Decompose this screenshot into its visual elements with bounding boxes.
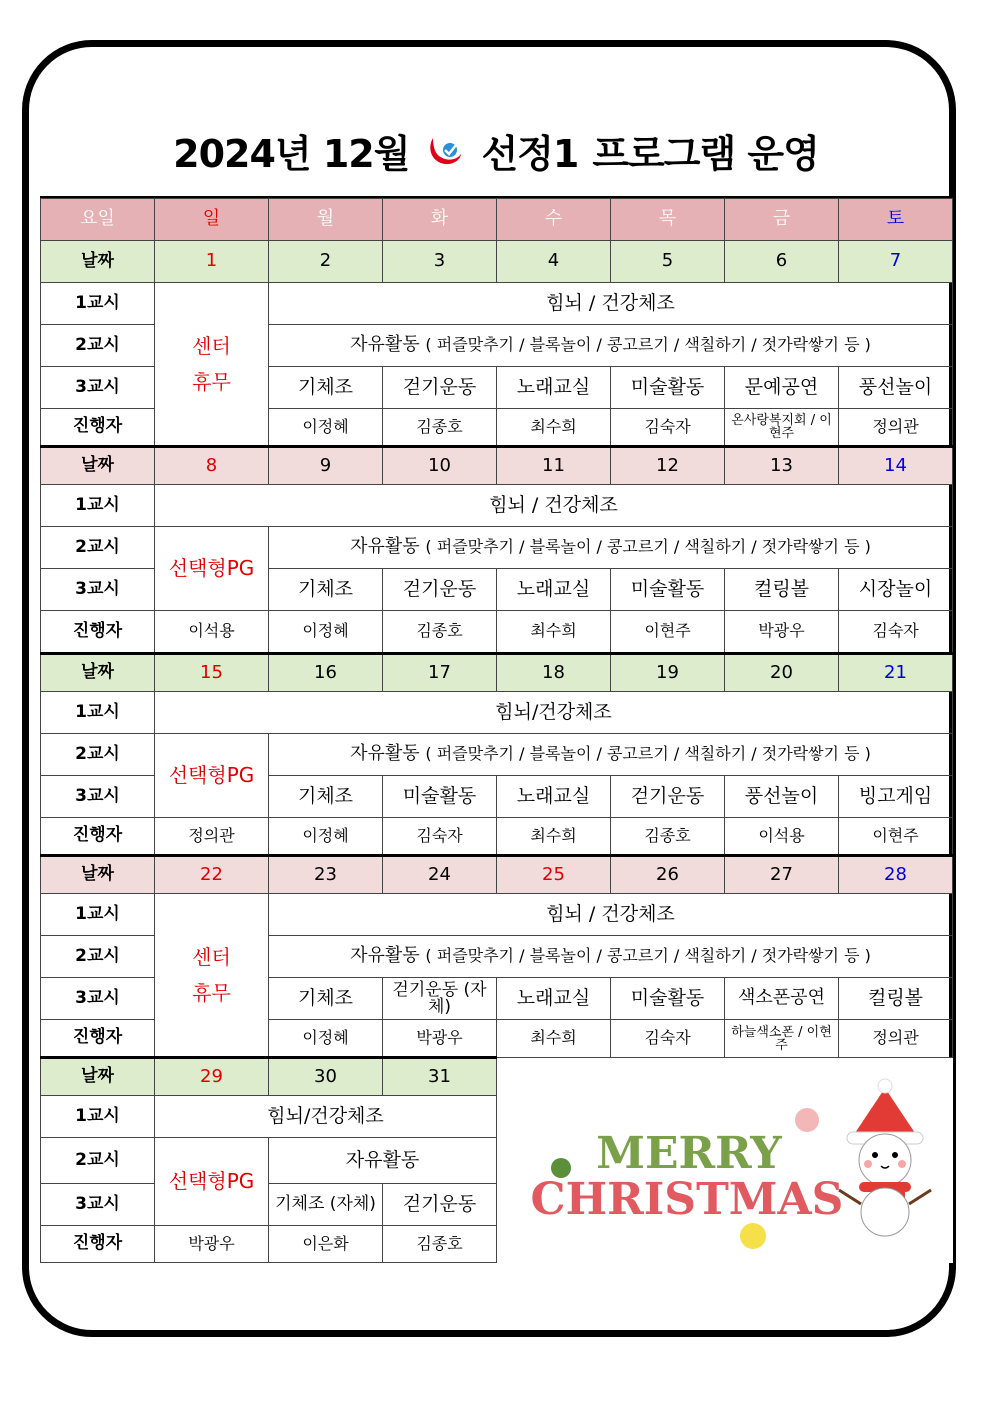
staff-label: 진행자: [41, 409, 155, 447]
period3-activity: 걷기운동: [383, 569, 497, 611]
staff-name: 이정혜: [269, 1020, 383, 1058]
period3-activity: 시장놀이: [839, 569, 953, 611]
period3-activity: 기체조: [269, 776, 383, 818]
period3-activity: 걷기운동: [383, 367, 497, 409]
weekday-wed: 수: [497, 199, 611, 241]
staff-name: 이정혜: [269, 818, 383, 856]
date-cell: 20: [725, 654, 839, 692]
date-cell: 3: [383, 241, 497, 283]
period3-activity: 풍선놀이: [839, 367, 953, 409]
date-cell: 11: [497, 447, 611, 485]
period3-activity: 기체조 (자체): [269, 1184, 383, 1226]
date-cell: 17: [383, 654, 497, 692]
date-cell: 25: [497, 856, 611, 894]
date-cell: 14: [839, 447, 953, 485]
period1-label: 1교시: [41, 485, 155, 527]
date-label: 날짜: [41, 241, 155, 283]
schedule-table: [40, 198, 953, 1263]
staff-name: 김종호: [611, 818, 725, 856]
period1-label: 1교시: [41, 692, 155, 734]
period1-activity: 힘뇌 / 건강체조: [155, 485, 953, 527]
weekday-tue: 화: [383, 199, 497, 241]
staff-label: 진행자: [41, 1020, 155, 1058]
free-activity-detail: ( 퍼즐맞추기 / 블록놀이 / 콩고르기 / 색칠하기 / 젓가락쌓기 등 ): [425, 537, 871, 557]
free-activity-main: 자유활동: [350, 334, 420, 356]
staff-name: 김숙자: [839, 611, 953, 654]
date-label: 날짜: [41, 654, 155, 692]
period3-activity: 노래교실: [497, 367, 611, 409]
staff-name: 이정혜: [269, 611, 383, 654]
week2-period1-row: [41, 485, 953, 527]
christmas-text: CHRISTMAS: [530, 1174, 844, 1225]
week1-period1-row: [41, 283, 953, 325]
staff-label: 진행자: [41, 818, 155, 856]
date-cell: 9: [269, 447, 383, 485]
date-cell: 8: [155, 447, 269, 485]
period3-activity: 걷기운동: [383, 1184, 497, 1226]
week5-select-pg: 선택형PG: [155, 1138, 269, 1226]
staff-name: 김종호: [383, 409, 497, 447]
period2-activity: 자유활동: [269, 1138, 497, 1184]
period3-activity: 빙고게임: [839, 776, 953, 818]
period3-activity: 컬링볼: [839, 978, 953, 1020]
week5-date-row: [41, 1058, 953, 1096]
date-cell: 24: [383, 856, 497, 894]
merry-christmas-art: [497, 1058, 953, 1258]
week4-date-row: [41, 856, 953, 894]
organization-logo-icon: [423, 128, 467, 172]
staff-name: 정의관: [839, 1020, 953, 1058]
staff-name: 김숙자: [611, 1020, 725, 1058]
staff-name: 최수희: [497, 1020, 611, 1058]
staff-name: 김숙자: [383, 818, 497, 856]
week2-select-pg: 선택형PG: [155, 527, 269, 611]
staff-name: 김종호: [383, 1226, 497, 1263]
date-cell: 10: [383, 447, 497, 485]
period3-activity: 기체조: [269, 367, 383, 409]
date-cell: 5: [611, 241, 725, 283]
date-cell: 31: [383, 1058, 497, 1096]
date-cell: 27: [725, 856, 839, 894]
free-activity-main: 자유활동: [350, 945, 420, 967]
staff-name: 이현주: [839, 818, 953, 856]
week2-date-row: [41, 447, 953, 485]
date-cell: 7: [839, 241, 953, 283]
week2-staff-row: [41, 611, 953, 654]
staff-name: 이은화: [269, 1226, 383, 1263]
period1-activity: 힘뇌/건강체조: [155, 692, 953, 734]
center-text: 센터: [192, 945, 231, 969]
period2-activity: [269, 527, 953, 569]
staff-name: 박광우: [725, 611, 839, 654]
period3-activity: 컬링볼: [725, 569, 839, 611]
period2-label: 2교시: [41, 1138, 155, 1184]
title-rest: 프로그램 운영: [592, 131, 819, 176]
weekday-header-row: [41, 199, 953, 241]
staff-name: 이석용: [725, 818, 839, 856]
weekday-thu: 목: [611, 199, 725, 241]
period2-label: 2교시: [41, 734, 155, 776]
period3-activity: 미술활동: [611, 569, 725, 611]
merry-text: MERRY: [596, 1128, 782, 1179]
period1-label: 1교시: [41, 894, 155, 936]
staff-name: 하늘색소폰 / 이현주: [725, 1020, 839, 1058]
staff-name: 이현주: [611, 611, 725, 654]
period1-activity: 힘뇌 / 건강체조: [269, 894, 953, 936]
period3-activity: 기체조: [269, 569, 383, 611]
date-cell: 30: [269, 1058, 383, 1096]
period3-label: 3교시: [41, 1184, 155, 1226]
free-activity-main: 자유활동: [350, 743, 420, 765]
title-organization: 선정1: [481, 131, 579, 176]
free-activity-main: 자유활동: [350, 536, 420, 558]
title-year-month: 2024년 12월: [173, 131, 410, 176]
date-cell: 12: [611, 447, 725, 485]
weekday-fri: 금: [725, 199, 839, 241]
date-cell: 16: [269, 654, 383, 692]
free-activity-detail: ( 퍼즐맞추기 / 블록놀이 / 콩고르기 / 색칠하기 / 젓가락쌓기 등 ): [425, 335, 871, 355]
period3-activity: 노래교실: [497, 978, 611, 1020]
period1-activity: 힘뇌 / 건강체조: [269, 283, 953, 325]
weekday-sat: 토: [839, 199, 953, 241]
staff-name: 이정혜: [269, 409, 383, 447]
yellow-dot: [740, 1223, 766, 1249]
staff-name: 박광우: [155, 1226, 269, 1263]
period3-activity: 미술활동: [383, 776, 497, 818]
staff-name: 온사랑복지회 / 이현주: [725, 409, 839, 447]
period3-activity: 풍선놀이: [725, 776, 839, 818]
staff-label: 진행자: [41, 611, 155, 654]
week4-sunday-closed: [155, 894, 269, 1058]
period3-activity: 노래교실: [497, 569, 611, 611]
weekday-header-label: 요일: [41, 199, 155, 241]
period1-label: 1교시: [41, 1096, 155, 1138]
date-label: 날짜: [41, 447, 155, 485]
period3-activity: 미술활동: [611, 978, 725, 1020]
page-title: [0, 118, 992, 182]
date-cell: 22: [155, 856, 269, 894]
date-cell: 6: [725, 241, 839, 283]
period3-label: 3교시: [41, 367, 155, 409]
period3-activity: 걷기운동: [611, 776, 725, 818]
date-cell: 23: [269, 856, 383, 894]
period2-label: 2교시: [41, 527, 155, 569]
week3-date-row: [41, 654, 953, 692]
period3-activity: 기체조: [269, 978, 383, 1020]
period3-activity: 걷기운동 (자체): [383, 978, 497, 1020]
date-cell: 26: [611, 856, 725, 894]
date-cell: 13: [725, 447, 839, 485]
staff-name: 박광우: [383, 1020, 497, 1058]
week3-select-pg: 선택형PG: [155, 734, 269, 818]
date-label: 날짜: [41, 856, 155, 894]
period3-activity: 노래교실: [497, 776, 611, 818]
period2-activity: [269, 936, 953, 978]
week1-date-row: [41, 241, 953, 283]
date-cell: 2: [269, 241, 383, 283]
week2-period2-row: [41, 527, 953, 569]
staff-name: 최수희: [497, 818, 611, 856]
center-text: 센터: [192, 334, 231, 358]
staff-name: 김숙자: [611, 409, 725, 447]
snowman-icon: [839, 1079, 931, 1236]
staff-name: 정의관: [155, 818, 269, 856]
period3-activity: 문예공연: [725, 367, 839, 409]
period3-activity: 미술활동: [611, 367, 725, 409]
week4-period1-row: [41, 894, 953, 936]
period1-label: 1교시: [41, 283, 155, 325]
staff-name: 이석용: [155, 611, 269, 654]
period3-label: 3교시: [41, 776, 155, 818]
week3-period1-row: [41, 692, 953, 734]
week3-period2-row: [41, 734, 953, 776]
weekday-mon: 월: [269, 199, 383, 241]
date-cell: 21: [839, 654, 953, 692]
period2-label: 2교시: [41, 936, 155, 978]
closed-text: 휴무: [192, 370, 231, 394]
period2-label: 2교시: [41, 325, 155, 367]
date-cell: 29: [155, 1058, 269, 1096]
date-cell: 18: [497, 654, 611, 692]
staff-name: 정의관: [839, 409, 953, 447]
period3-label: 3교시: [41, 978, 155, 1020]
date-label: 날짜: [41, 1058, 155, 1096]
date-cell: 15: [155, 654, 269, 692]
staff-name: 최수희: [497, 409, 611, 447]
date-cell: 4: [497, 241, 611, 283]
staff-name: 김종호: [383, 611, 497, 654]
staff-label: 진행자: [41, 1226, 155, 1263]
pink-dot: [795, 1108, 819, 1132]
closed-text: 휴무: [192, 981, 231, 1005]
date-cell: 28: [839, 856, 953, 894]
free-activity-detail: ( 퍼즐맞추기 / 블록놀이 / 콩고르기 / 색칠하기 / 젓가락쌓기 등 ): [425, 946, 871, 966]
christmas-decoration-area: [497, 1058, 953, 1263]
date-cell: 1: [155, 241, 269, 283]
free-activity-detail: ( 퍼즐맞추기 / 블록놀이 / 콩고르기 / 색칠하기 / 젓가락쌓기 등 ): [425, 744, 871, 764]
week3-staff-row: [41, 818, 953, 856]
week1-sunday-closed: [155, 283, 269, 447]
period2-activity: [269, 325, 953, 367]
period3-label: 3교시: [41, 569, 155, 611]
staff-name: 최수희: [497, 611, 611, 654]
period3-activity: 색소폰공연: [725, 978, 839, 1020]
period1-activity: 힘뇌/건강체조: [155, 1096, 497, 1138]
period2-activity: [269, 734, 953, 776]
weekday-sun: 일: [155, 199, 269, 241]
date-cell: 19: [611, 654, 725, 692]
